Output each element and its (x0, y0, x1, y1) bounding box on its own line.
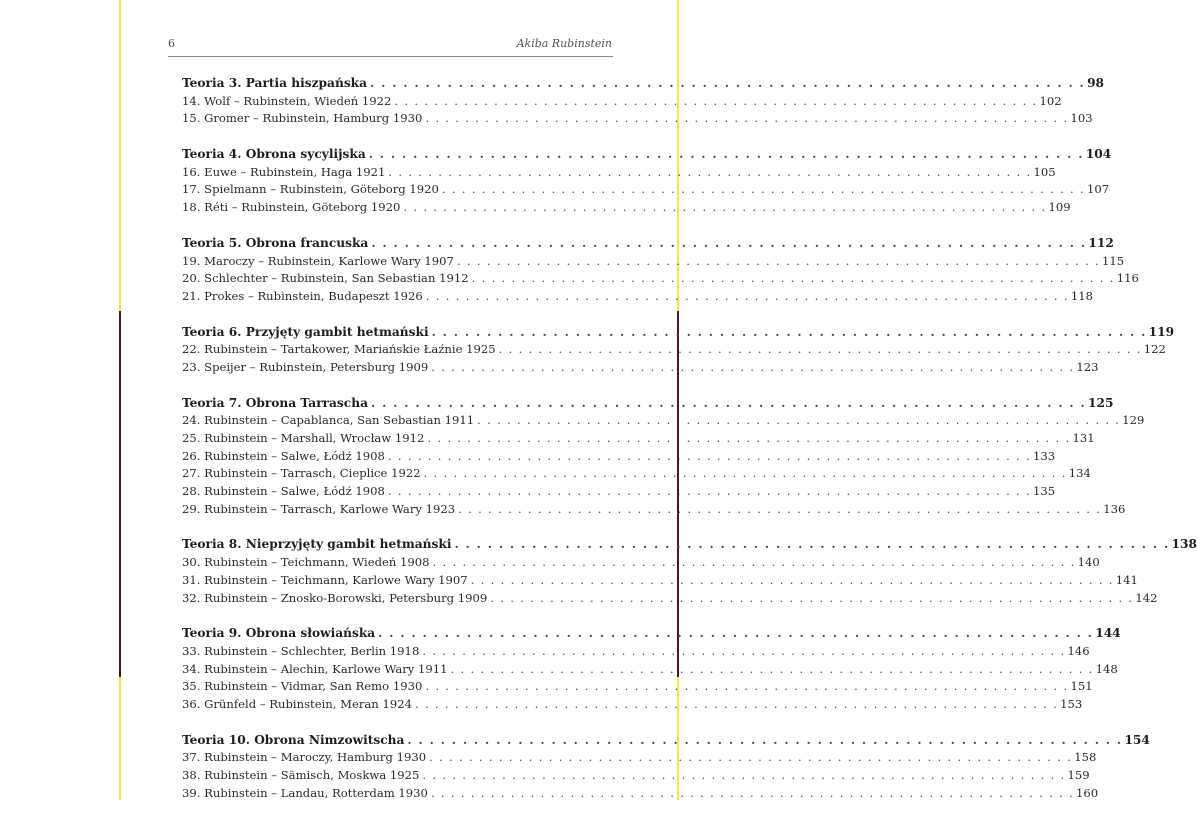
game-title: 16. Euwe – Rubinstein, Haga 1921 (182, 164, 386, 179)
page-ref: 131 (1072, 431, 1095, 445)
dot-leader: . . . . . . . . . . . . . . . . . . . . . . . . . . . . . . . . . . . . . . . . . . . . . . . . . . . . . . . . . . . . . . . . . (441, 182, 1086, 197)
game-entry (182, 288, 1094, 306)
left-edge-bottom (119, 677, 121, 800)
game-title: 19. Maroczy – Rubinstein, Karlowe Wary 1907 (182, 253, 454, 268)
game-title: 14. Wolf – Rubinstein, Wiedeń 1922 (182, 93, 392, 108)
game-entry (182, 661, 1118, 679)
theory-entry (182, 732, 1150, 750)
dot-leader: . . . . . . . . . . . . . . . . . . . . . . . . . . . . . . . . . . . . . . . . . . . . . . . . . . . . . . . . . . . . . . . . . (490, 590, 1134, 605)
game-title: 17. Spielmann – Rubinstein, Göteborg 1920 (182, 182, 439, 197)
game-entry (182, 359, 1099, 377)
dot-leader: . . . . . . . . . . . . . . . . . . . . . . . . . . . . . . . . . . . . . . . . . . . . . . . . . . . . . . . . . . . . . . . . . (422, 768, 1066, 782)
theory-title: Teoria 8. Nieprzyjęty gambit hetmański (182, 537, 452, 552)
page-ref: 98 (1087, 76, 1105, 90)
theory-title: Teoria 4. Obrona sycylijska (182, 147, 366, 162)
game-title: 26. Rubinstein – Salwe, Łódź 1908 (182, 448, 385, 463)
game-title: 25. Rubinstein – Marshall, Wrocław 1912 (182, 431, 425, 445)
game-entry (182, 110, 1093, 128)
toc-section (182, 324, 1175, 377)
theory-title: Teoria 3. Partia hiszpańska (182, 76, 368, 90)
game-entry (182, 253, 1125, 271)
game-title: 34. Rubinstein – Alechin, Karlowe Wary 1911 (182, 661, 448, 676)
left-edge-top (119, 0, 121, 311)
dot-leader: . . . . . . . . . . . . . . . . . . . . . . . . . . . . . . . . . . . . . . . . . . . . . . . . . . . . . . . . . . . . . . . . . (431, 324, 1147, 339)
page-ref: 159 (1067, 768, 1090, 782)
dot-leader: . . . . . . . . . . . . . . . . . . . . . . . . . . . . . . . . . . . . . . . . . . . . . . . . . . . . . . . . . . . . . . . . . (414, 696, 1059, 711)
dot-leader: . . . . . . . . . . . . . . . . . . . . . . . . . . . . . . . . . . . . . . . . . . . . . . . . . . . . . . . . . . . . . . . . . (403, 200, 1047, 215)
game-title: 36. Grünfeld – Rubinstein, Meran 1924 (182, 696, 412, 711)
game-entry (182, 270, 1139, 288)
dot-leader: . . . . . . . . . . . . . . . . . . . . . . . . . . . . . . . . . . . . . . . . . . . . . . . . . . . . . . . . . . . . . . . . . (432, 555, 1076, 570)
page-ref: 154 (1124, 732, 1150, 747)
toc-section (182, 146, 1112, 217)
toc-section (182, 395, 1145, 519)
game-title: 27. Rubinstein – Tarrasch, Cieplice 1922 (182, 466, 421, 481)
theory-entry (182, 75, 1105, 93)
dot-leader: . . . . . . . . . . . . . . . . . . . . . . . . . . . . . . . . . . . . . . . . . . . . . . . . . . . . . . . . . . . . . . . . . (470, 572, 1114, 587)
theory-entry (182, 235, 1114, 253)
game-entry (182, 749, 1097, 767)
page-ref: 141 (1115, 572, 1138, 587)
dot-leader: . . . . . . . . . . . . . . . . . . . . . . . . . . . . . . . . . . . . . . . . . . . . . . . . . . . . . . . . . . . . . . . . . (429, 750, 1073, 765)
dot-leader: . . . . . . . . . . . . . . . . . . . . . . . . . . . . . . . . . . . . . . . . . . . . . . . . . . . . . . . . . . . . . . . . . (370, 76, 1086, 90)
dot-leader: . . . . . . . . . . . . . . . . . . . . . . . . . . . . . . . . . . . . . . . . . . . . . . . . . . . . . . . . . . . . . . . . . (368, 147, 1084, 162)
page-ref: 144 (1095, 626, 1121, 641)
game-title: 18. Réti – Rubinstein, Göteborg 1920 (182, 200, 401, 215)
game-entry (182, 767, 1090, 785)
game-entry (182, 590, 1158, 608)
dot-leader: . . . . . . . . . . . . . . . . . . . . . . . . . . . . . . . . . . . . . . . . . . . . . . . . . . . . . . . . . . . . . . . . . (450, 661, 1094, 676)
page-ref: 104 (1085, 147, 1112, 162)
game-entry (182, 341, 1166, 359)
page-ref: 133 (1033, 448, 1056, 463)
page-ref: 115 (1102, 253, 1125, 268)
dot-leader: . . . . . . . . . . . . . . . . . . . . . . . . . . . . . . . . . . . . . . . . . . . . . . . . . . . . . . . . . . . . . . . . . (430, 785, 1075, 800)
theory-title: Teoria 5. Obrona francuska (182, 235, 369, 250)
game-entry (182, 199, 1071, 217)
page-ref: 160 (1076, 785, 1099, 800)
theory-title: Teoria 9. Obrona słowiańska (182, 626, 376, 641)
theory-entry (182, 395, 1114, 413)
dot-leader: . . . . . . . . . . . . . . . . . . . . . . . . . . . . . . . . . . . . . . . . . . . . . . . . . . . . . . . . . . . . . . . . . (456, 253, 1101, 268)
page-ref: 122 (1143, 342, 1166, 357)
game-title: 21. Prokes – Rubinstein, Budapeszt 1926 (182, 288, 423, 303)
game-title: 15. Gromer – Rubinstein, Hamburg 1930 (182, 111, 423, 126)
game-entry (182, 643, 1090, 661)
theory-title: Teoria 10. Obrona Nimzowitscha (182, 732, 405, 747)
theory-title: Teoria 6. Przyjęty gambit hetmański (182, 324, 429, 339)
dot-leader: . . . . . . . . . . . . . . . . . . . . . . . . . . . . . . . . . . . . . . . . . . . . . . . . . . . . . . . . . . . . . . . . . (407, 732, 1123, 747)
game-title: 24. Rubinstein – Capablanca, San Sebastian 1911 (182, 413, 475, 428)
dot-leader: . . . . . . . . . . . . . . . . . . . . . . . . . . . . . . . . . . . . . . . . . . . . . . . . . . . . . . . . . . . . . . . . . (423, 466, 1067, 481)
game-entry (182, 501, 1126, 519)
dot-leader: . . . . . . . . . . . . . . . . . . . . . . . . . . . . . . . . . . . . . . . . . . . . . . . . . . . . . . . . . . . . . . . . . (425, 679, 1069, 694)
game-entry (182, 785, 1099, 803)
left-page-edge (119, 0, 121, 800)
dot-leader: . . . . . . . . . . . . . . . . . . . . . . . . . . . . . . . . . . . . . . . . . . . . . . . . . . . . . . . . . . . . . . . . . (425, 111, 1069, 126)
game-title: 38. Rubinstein – Sämisch, Moskwa 1925 (182, 768, 420, 782)
toc-section (182, 536, 1197, 607)
dot-leader: . . . . . . . . . . . . . . . . . . . . . . . . . . . . . . . . . . . . . . . . . . . . . . . . . . . . . . . . . . . . . . . . . (387, 484, 1032, 499)
game-entry (182, 483, 1056, 501)
game-title: 33. Rubinstein – Schlechter, Berlin 1918 (182, 643, 420, 658)
game-title: 30. Rubinstein – Teichmann, Wiedeń 1908 (182, 555, 430, 570)
page-ref: 123 (1076, 359, 1099, 374)
dot-leader: . . . . . . . . . . . . . . . . . . . . . . . . . . . . . . . . . . . . . . . . . . . . . . . . . . . . . . . . . . . . . . . . . (471, 271, 1115, 286)
page-ref: 135 (1033, 484, 1056, 499)
game-title: 23. Speijer – Rubinstein, Petersburg 1909 (182, 359, 429, 374)
page-ref: 148 (1095, 661, 1118, 676)
page-ref: 103 (1070, 111, 1093, 126)
dot-leader: . . . . . . . . . . . . . . . . . . . . . . . . . . . . . . . . . . . . . . . . . . . . . . . . . . . . . . . . . . . . . . . . . (388, 164, 1032, 179)
game-title: 32. Rubinstein – Znosko-Borowski, Petersburg 1909 (182, 590, 488, 605)
page-ref: 138 (1171, 537, 1197, 552)
game-entry (182, 412, 1145, 430)
dot-leader: . . . . . . . . . . . . . . . . . . . . . . . . . . . . . . . . . . . . . . . . . . . . . . . . . . . . . . . . . . . . . . . . . (498, 342, 1142, 357)
page-ref: 107 (1087, 182, 1110, 197)
page-ref: 151 (1070, 679, 1093, 694)
theory-entry (182, 625, 1121, 643)
game-entry (182, 164, 1056, 182)
game-entry (182, 465, 1091, 483)
toc-section (182, 625, 1121, 713)
page-ref: 158 (1074, 750, 1097, 765)
page-ref: 142 (1135, 590, 1158, 605)
page-ref: 134 (1068, 466, 1091, 481)
theory-title: Teoria 7. Obrona Tarrascha (182, 395, 368, 410)
toc-section (182, 75, 1105, 128)
game-title: 22. Rubinstein – Tartakower, Mariańskie Łaźnie 1925 (182, 342, 496, 357)
page-ref: 118 (1070, 288, 1094, 303)
page-ref: 140 (1077, 555, 1100, 570)
game-title: 28. Rubinstein – Salwe, Łódź 1908 (182, 484, 385, 499)
page-ref: 102 (1039, 93, 1062, 108)
game-entry (182, 181, 1110, 199)
game-entry (182, 93, 1062, 111)
game-entry (182, 696, 1083, 714)
dot-leader: . . . . . . . . . . . . . . . . . . . . . . . . . . . . . . . . . . . . . . . . . . . . . . . . . . . . . . . . . . . . . . . . . (427, 431, 1071, 445)
game-title: 37. Rubinstein – Maroczy, Hamburg 1930 (182, 750, 427, 765)
dot-leader: . . . . . . . . . . . . . . . . . . . . . . . . . . . . . . . . . . . . . . . . . . . . . . . . . . . . . . . . . . . . . . . . . (422, 643, 1066, 658)
page-ref: 153 (1060, 696, 1083, 711)
dot-leader: . . . . . . . . . . . . . . . . . . . . . . . . . . . . . . . . . . . . . . . . . . . . . . . . . . . . . . . . . . . . . . . . . (425, 288, 1069, 303)
dot-leader: . . . . . . . . . . . . . . . . . . . . . . . . . . . . . . . . . . . . . . . . . . . . . . . . . . . . . . . . . . . . . . . . . (371, 235, 1087, 250)
game-title: 39. Rubinstein – Landau, Rotterdam 1930 (182, 785, 428, 800)
page-ref: 105 (1033, 164, 1056, 179)
page-ref: 146 (1067, 643, 1090, 658)
page-ref: 109 (1048, 200, 1071, 215)
page-ref: 116 (1116, 271, 1139, 286)
game-entry (182, 448, 1056, 466)
game-entry (182, 430, 1095, 448)
dot-leader: . . . . . . . . . . . . . . . . . . . . . . . . . . . . . . . . . . . . . . . . . . . . . . . . . . . . . . . . . . . . . . . . . (477, 413, 1121, 428)
game-title: 31. Rubinstein – Teichmann, Karlowe Wary 1907 (182, 572, 468, 587)
toc-section (182, 235, 1139, 306)
dot-leader: . . . . . . . . . . . . . . . . . . . . . . . . . . . . . . . . . . . . . . . . . . . . . . . . . . . . . . . . . . . . . . . . . (431, 359, 1075, 374)
dot-leader: . . . . . . . . . . . . . . . . . . . . . . . . . . . . . . . . . . . . . . . . . . . . . . . . . . . . . . . . . . . . . . . . . (378, 626, 1094, 641)
page-number: 6 (168, 37, 175, 50)
page-ref: 136 (1103, 501, 1126, 516)
header-rule (168, 56, 613, 57)
game-entry (182, 554, 1100, 572)
toc-section (182, 732, 1150, 803)
game-title: 35. Rubinstein – Vidmar, San Remo 1930 (182, 679, 423, 694)
game-entry (182, 572, 1138, 590)
dot-leader: . . . . . . . . . . . . . . . . . . . . . . . . . . . . . . . . . . . . . . . . . . . . . . . . . . . . . . . . . . . . . . . . . (394, 93, 1038, 108)
theory-entry (182, 324, 1175, 342)
dot-leader: . . . . . . . . . . . . . . . . . . . . . . . . . . . . . . . . . . . . . . . . . . . . . . . . . . . . . . . . . . . . . . . . . (454, 537, 1170, 552)
table-of-contents (182, 75, 1197, 820)
dot-leader: . . . . . . . . . . . . . . . . . . . . . . . . . . . . . . . . . . . . . . . . . . . . . . . . . . . . . . . . . . . . . . . . . (387, 448, 1032, 463)
left-edge-middle (119, 311, 121, 677)
running-head: Akiba Rubinstein (516, 37, 612, 50)
page-ref: 129 (1122, 413, 1145, 428)
game-entry (182, 678, 1093, 696)
game-title: 20. Schlechter – Rubinstein, San Sebastian 1912 (182, 271, 469, 286)
dot-leader: . . . . . . . . . . . . . . . . . . . . . . . . . . . . . . . . . . . . . . . . . . . . . . . . . . . . . . . . . . . . . . . . . (370, 395, 1087, 410)
theory-entry (182, 536, 1197, 554)
page-ref: 112 (1088, 235, 1114, 250)
page-ref: 119 (1148, 324, 1175, 339)
page-ref: 125 (1088, 395, 1114, 410)
dot-leader: . . . . . . . . . . . . . . . . . . . . . . . . . . . . . . . . . . . . . . . . . . . . . . . . . . . . . . . . . . . . . . . . . (458, 501, 1102, 516)
game-title: 29. Rubinstein – Tarrasch, Karlowe Wary 1923 (182, 501, 456, 516)
theory-entry (182, 146, 1112, 164)
